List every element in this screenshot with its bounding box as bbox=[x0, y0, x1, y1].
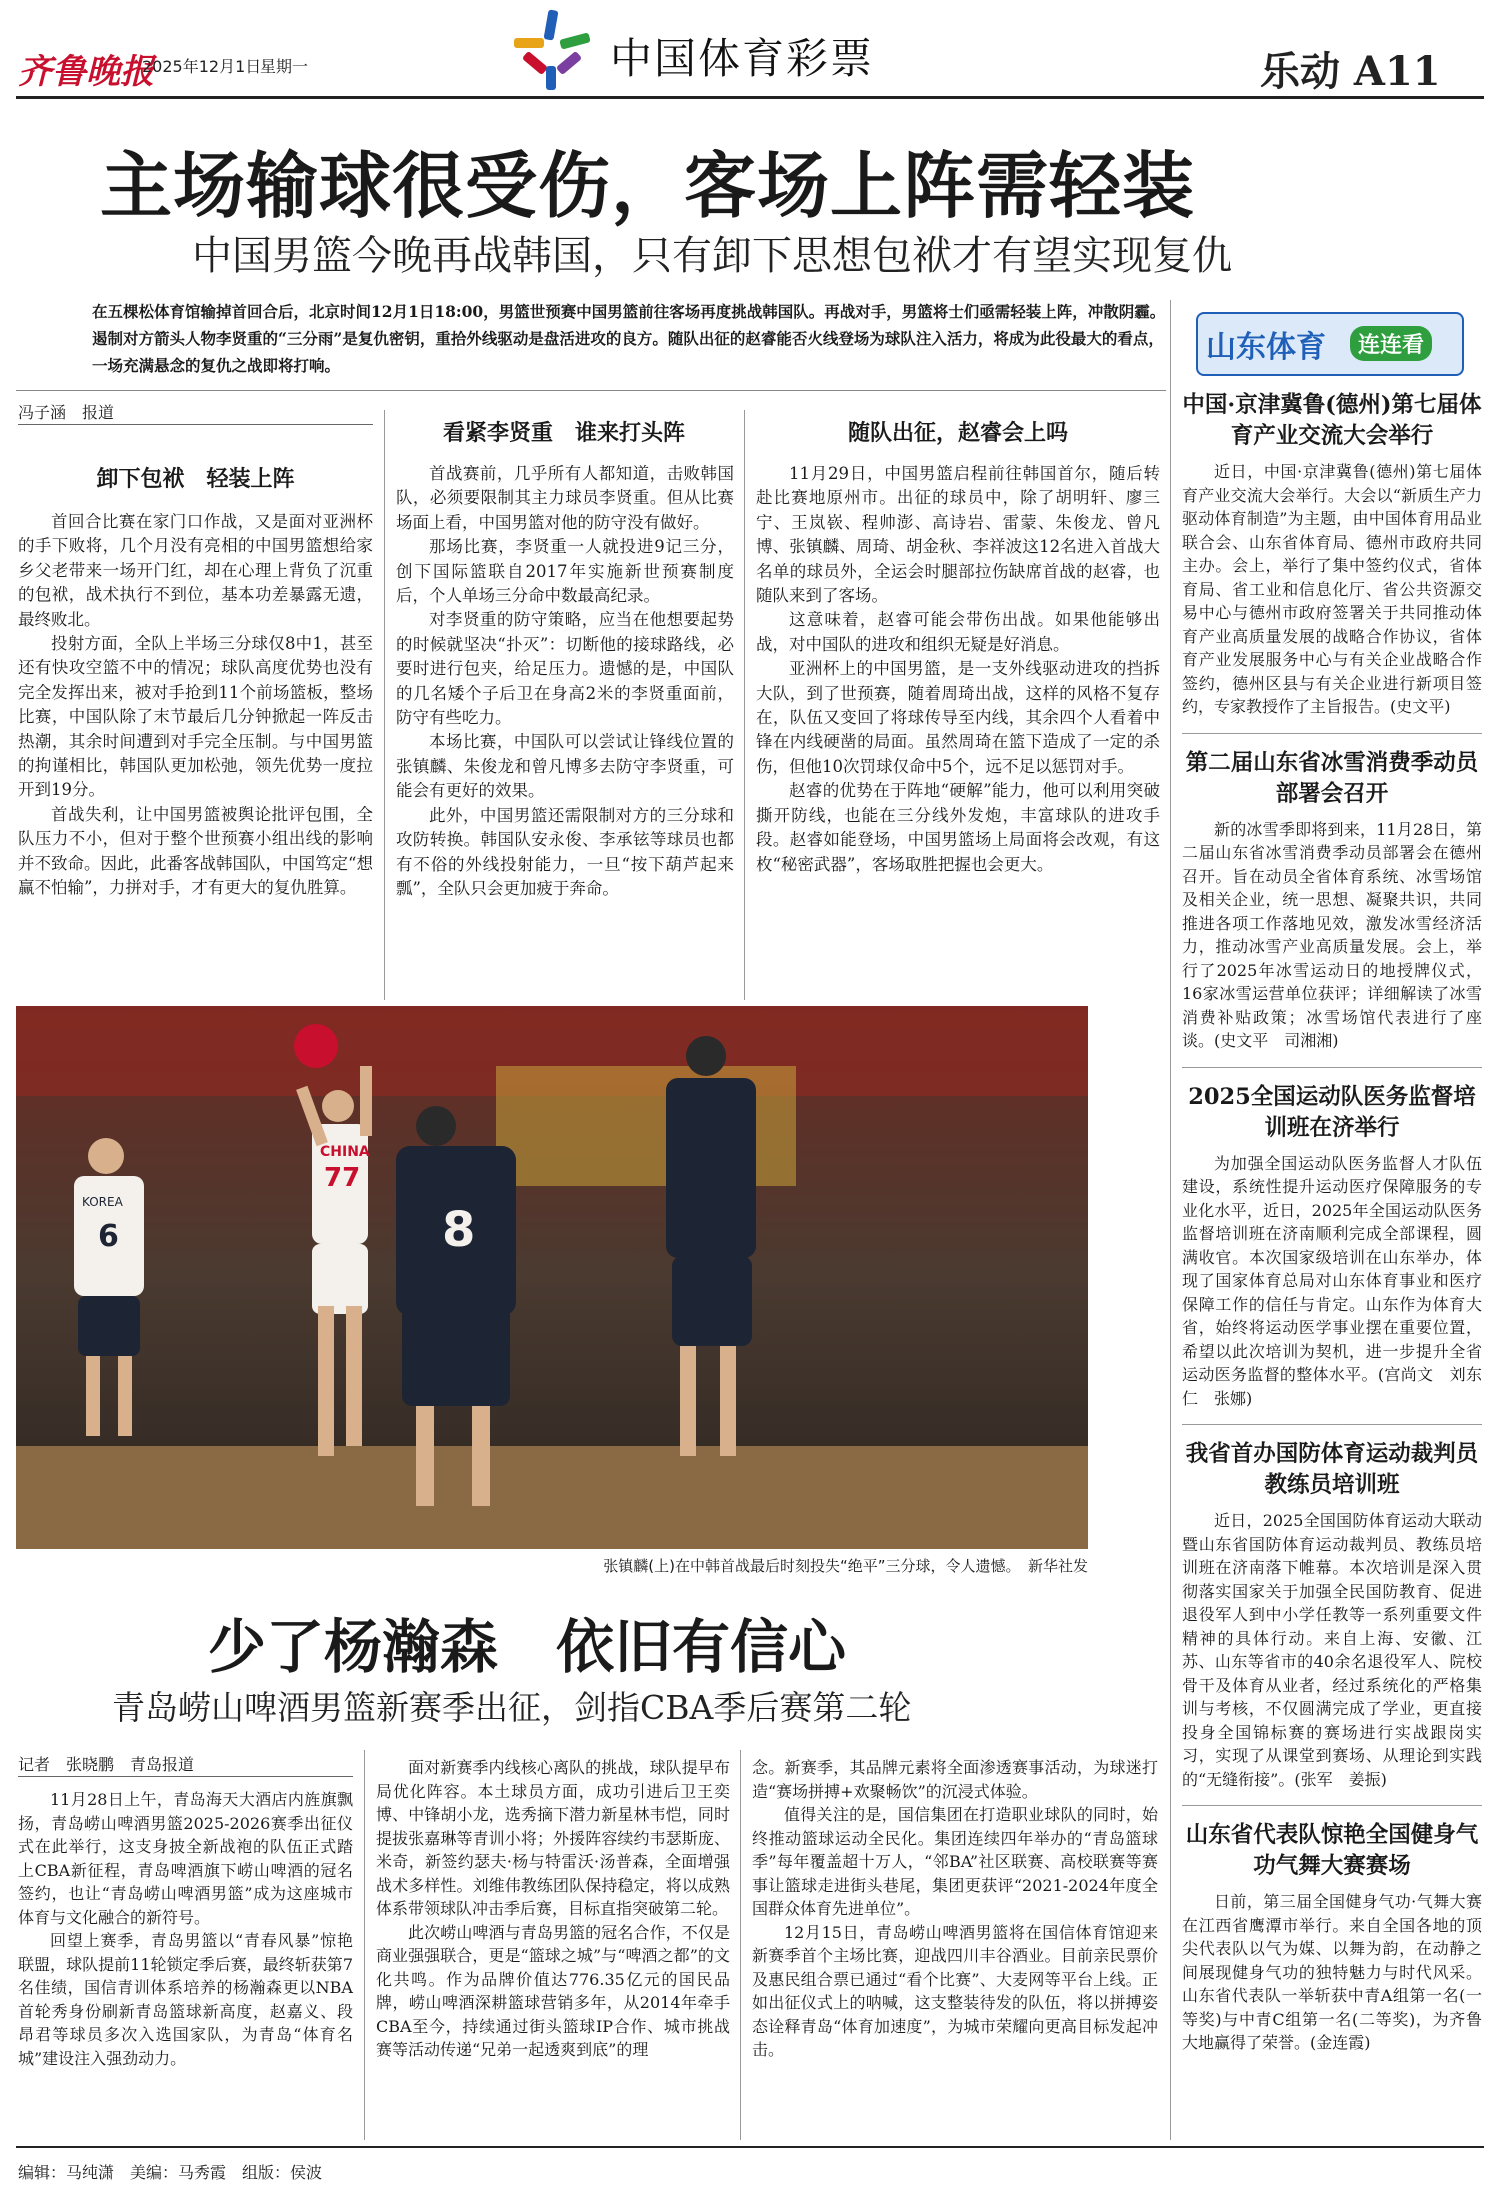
sidebar-separator bbox=[1182, 1424, 1482, 1425]
paragraph: 这意味着，赵睿可能会带伤出战。如果他能够出战，对中国队的进攻和组织无疑是好消息。 bbox=[756, 610, 1160, 654]
sidebar-item-credit: (史文平 司湘湘) bbox=[1214, 1031, 1339, 1050]
sidebar-item-title: 山东省代表队惊艳全国健身气功气舞大赛赛场 bbox=[1185, 1822, 1479, 1879]
footer-rule bbox=[16, 2146, 1484, 2148]
column-divider bbox=[364, 1750, 365, 2140]
sidebar-item-credit: (史文平) bbox=[1390, 697, 1451, 716]
paragraph: 对李贤重的防守策略，应当在他想要起势的时候就坚决“扑灭”：切断他的接球路线，必要时进行包夹，给足压力。遗憾的是，中国队的几名矮个子后卫在身高2米的李贤重面前，防守有些吃力。 bbox=[396, 610, 734, 728]
paragraph: 那场比赛，李贤重一人就投进9记三分，创下国际篮联自2017年实施新世预赛制度后，个人单场三分命中数最高纪录。 bbox=[396, 537, 734, 606]
sidebar-item-credit: (张军 姜振) bbox=[1294, 1769, 1387, 1789]
col2-heading: 看紧李贤重 谁来打头阵 bbox=[442, 420, 685, 446]
sidebar-item-text: 近日，2025全国国防体育运动大联动暨山东省国防体育运动裁判员、教练员培训班在济南落下帷幕。本次培训是深入贯彻落实国家关于加强全民国防教育、促进退役军人到中小学任教等一系列重要文件精神的具体行动。来自上海、安徽、江苏、山东等省市的40余名退役军人、院校骨干及体育从业者，经过系统化的严格集训与考核，不仅圆满完成了学业，更直接投身全国锦标赛的赛场进行实战跟岗实习，实现了从课堂到赛场、从理论到实践的“无缝衔接”。(张军 姜振) bbox=[1182, 1511, 1482, 1789]
paragraph: 念。新赛季，其品牌元素将全面渗透赛事活动，为球迷打造“赛场拼搏+欢聚畅饮”的沉浸式体验。 bbox=[752, 1758, 1158, 1801]
sidebar-item-title: 我省首办国防体育运动裁判员教练员培训班 bbox=[1185, 1441, 1479, 1498]
second-col2 bbox=[376, 1756, 730, 2062]
lead-lede: 在五棵松体育馆输掉首回合后，北京时间12月1日18:00，男篮世预赛中国男篮前往客场再度挑战韩国队。再战对手，男篮将士们亟需轻装上阵，冲散阴霾。遏制对方箭头人物李贤重的“三分雨”是复仇密钥，重拾外线驱动是盘活进攻的良方。随队出征的赵睿能否火线登场为球队注入活力，将成为此役最大的看点，一场充满悬念的复仇之战即将打响。 bbox=[92, 302, 1166, 375]
sidebar-item-title: 中国·京津冀鲁(德州)第七届体育产业交流大会举行 bbox=[1182, 392, 1482, 449]
sponsor-name: 中国体育彩票 bbox=[610, 34, 875, 83]
sidebar-item-text: 日前，第三届全国健身气功·气舞大赛在江西省鹰潭市举行。来自全国各地的顶尖代表队以气为媒、以舞为韵，在动静之间展现健身气功的独特魅力与时代风采。山东省代表队一举斩获中青A组第一名(一等奖)与中青C组第一名(二等奖)，为齐鲁大地赢得了荣誉。(金连霞) bbox=[1182, 1892, 1482, 2052]
issue-weekday: 星期一 bbox=[260, 57, 309, 76]
paragraph: 回望上赛季，青岛男篮以“青春风暴”惊艳联盟，球队提前11轮锁定季后赛，最终斩获第7名佳绩，国信青训体系培养的杨瀚森更以NBA首轮秀身份刷新青岛篮球新高度，赵嘉义、段昂君等球员多次入选国家队，为青岛“体育名城”建设注入强劲动力。 bbox=[18, 1931, 353, 2068]
byline-rule bbox=[18, 424, 373, 425]
sidebar-item-title: 第二届山东省冰雪消费季动员部署会召开 bbox=[1185, 749, 1479, 807]
col3-body bbox=[756, 462, 1160, 877]
sidebar-item-text: 近日，中国·京津冀鲁(德州)第七届体育产业交流大会举行。大会以“新质生产力驱动体育制造”为主题，由中国体育用品业联合会、山东省体育局、德州市政府共同主办。会上，举行了集中签约仪式，省体育局、省工业和信息化厅、省公共资源交易中心与德州市政府签署关于共同推动体育产业高质量发展的战略合作协议，省体育产业发展服务中心与有关企业战略合作签约，德州区县与有关企业进行新项目签约，专家教授作了主旨报告。(史文平) bbox=[1182, 462, 1482, 716]
paragraph: 此次崂山啤酒与青岛男篮的冠名合作，不仅是商业强强联合，更是“篮球之城”与“啤酒之都”的文化共鸣。作为品牌价值达776.35亿元的国民品牌，崂山啤酒深耕篮球营销多年，从2014年牵手CBA至今，持续通过街头篮球IP合作、城市挑战赛等活动传递“兄弟一起透爽到底”的理 bbox=[376, 1922, 730, 2059]
paragraph: 投射方面，全队上半场三分球仅8中1，甚至还有快攻空篮不中的情况；球队高度优势也没有完全发挥出来，被对手抢到11个前场篮板，整场比赛，中国队除了末节最后几分钟掀起一阵反击热潮，其余时间遭到对手完全压制。与中国男篮的拘谨相比，韩国队更加松弛，领先优势一度拉开到19分。 bbox=[18, 634, 373, 800]
paragraph: 亚洲杯上的中国男篮，是一支外线驱动进攻的挡拆大队，到了世预赛，随着周琦出战，这样的风格不复存在，队伍又变回了将球传导至内线，其余四个人看着中锋在内线硬凿的局面。虽然周琦在篮下造成了一定的杀伤，但他10次罚球仅命中5个，远不足以惩罚对手。 bbox=[756, 659, 1160, 776]
column-divider bbox=[384, 410, 385, 1000]
col1-body bbox=[18, 510, 373, 901]
sidebar-banner-title: 山东体育 bbox=[1206, 330, 1326, 365]
col3-heading: 随队出征，赵睿会上吗 bbox=[847, 420, 1068, 446]
lede-rule bbox=[16, 390, 1166, 391]
column-divider bbox=[744, 410, 745, 1000]
sidebar-item-title: 2025全国运动队医务监督培训班在济举行 bbox=[1188, 1083, 1476, 1141]
second-headline: 少了杨瀚森 依旧有信心 bbox=[208, 1613, 847, 1681]
jersey-korea-number: 8 bbox=[442, 1202, 476, 1258]
paragraph: 赵睿的优势在于阵地“硬解”能力，他可以利用突破撕开防线，也能在三分线外发炮，丰富球队的进攻手段。赵睿如能登场，中国男篮场上局面将会改观，有这枚“秘密武器”，客场取胜把握也会更大。 bbox=[756, 781, 1160, 874]
paragraph: 面对新赛季内线核心离队的挑战，球队提早布局优化阵容。本土球员方面，成功引进后卫王奕博、中锋胡小龙，选秀摘下潜力新星林韦恺，同时提拔张嘉琳等青训小将；外援阵容续约韦瑟斯庞、米奇，新签约瑟夫·杨与特雷沃·汤普森，全面增强战术多样性。刘维伟教练团队保持稳定，将以成熟体系带领球队冲击季后赛，目标直指突破第二轮。 bbox=[376, 1758, 730, 1918]
sports-lottery-logo-icon bbox=[508, 8, 594, 94]
sidebar-banner bbox=[1196, 312, 1460, 372]
jersey-korea-text: KOREA bbox=[82, 1195, 123, 1209]
byline-rule bbox=[18, 1776, 353, 1777]
sidebar-separator bbox=[1182, 1805, 1482, 1806]
sidebar-item bbox=[1182, 390, 1482, 719]
basketball-photo bbox=[16, 1006, 1088, 1549]
paragraph: 12月15日，青岛崂山啤酒男篮将在国信体育馆迎来新赛季首个主场比赛，迎战四川丰谷酒业。目前亲民票价及惠民组合票已通过“看个比赛”、大麦网等平台上线。正如出征仪式上的呐喊，这支整装待发的队伍，将以拼搏姿态诠释青岛“体育加速度”，为城市荣耀向更高目标发起冲击。 bbox=[752, 1922, 1158, 2059]
sidebar-items bbox=[1182, 390, 1482, 2055]
sidebar-item-credit: (金连霞) bbox=[1310, 2033, 1371, 2052]
paragraph: 此外，中国男篮还需限制对方的三分球和攻防转换。韩国队安永俊、李承铉等球员也都有不俗的外线投射能力，一旦“按下葫芦起来瓢”，全队只会更加疲于奔命。 bbox=[396, 805, 734, 898]
sidebar-item bbox=[1182, 1439, 1482, 1791]
sidebar-divider bbox=[1170, 300, 1171, 2140]
sidebar-item bbox=[1182, 1820, 1482, 2055]
sidebar-item bbox=[1182, 748, 1482, 1053]
lead-subheadline: 中国男篮今晚再战韩国，只有卸下思想包袱才有望实现复仇 bbox=[192, 233, 1232, 279]
sidebar-item-credit: (宫尚文 刘东仁 张娜) bbox=[1182, 1365, 1482, 1408]
top-rule bbox=[16, 96, 1484, 99]
sidebar-banner-tag: 连连看 bbox=[1350, 326, 1432, 361]
jersey-china-number: 77 bbox=[324, 1163, 361, 1193]
paragraph: 11月29日，中国男篮启程前往韩国首尔，随后转赴比赛地原州市。出征的球员中，除了胡明轩、廖三宁、王岚嵚、程帅澎、高诗岩、雷蒙、朱俊龙、曾凡博、张镇麟、周琦、胡金秋、李祥波这12名进入首战大名单的球员外，全运会时腿部拉伤缺席首战的赵睿，也随队来到了客场。 bbox=[756, 464, 1160, 606]
paper-logo: 齐鲁晚报 bbox=[18, 52, 154, 92]
sidebar-separator bbox=[1182, 733, 1482, 734]
jersey-korea-number-2: 6 bbox=[98, 1219, 119, 1254]
second-subheadline: 青岛崂山啤酒男篮新赛季出征，剑指CBA季后赛第二轮 bbox=[112, 1688, 912, 1727]
paragraph: 值得关注的是，国信集团在打造职业球队的同时，始终推动篮球运动全民化。集团连续四年举办的“青岛篮球季”每年覆盖超十万人，“邻BA”社区联赛、高校联赛等赛事让篮球走进街头巷尾，集团更获评“2021-2024年度全国群众体育先进单位”。 bbox=[752, 1805, 1158, 1918]
sidebar-item-text: 为加强全国运动队医务监督人才队伍建设，系统性提升运动医疗保障服务的专业化水平，近日，2025年全国运动队医务监督培训班在济南顺利完成全部课程，圆满收官。本次国家级培训在山东举办，体现了国家体育总局对山东体育事业和医疗保障工作的信任与肯定。山东作为体育大省，始终将运动医学事业摆在重要位置，希望以此次培训为契机，进一步提升全省运动医务监督的整体水平。(宫尚文 刘东仁 张娜) bbox=[1182, 1153, 1482, 1408]
paragraph: 首战失利，让中国男篮被舆论批评包围，全队压力不小，但对于整个世预赛小组出线的影响并不致命。因此，此番客战韩国队，中国笃定“想赢不怕输”，力拼对手，才有更大的复仇胜算。 bbox=[18, 804, 373, 898]
paragraph: 本场比赛，中国队可以尝试让锋线位置的张镇麟、朱俊龙和曾凡博多去防守李贤重，可能会有更好的效果。 bbox=[396, 732, 734, 801]
paragraph: 11月28日上午，青岛海天大酒店内旌旗飘扬，青岛崂山啤酒男篮2025-2026赛季出征仪式在此举行，这支身披全新战袍的队伍正式踏上CBA新征程，青岛啤酒旗下崂山啤酒的冠名签约，也让“青岛崂山啤酒男篮”成为这座城市体育与文化融合的新符号。 bbox=[18, 1790, 353, 1927]
sidebar-item bbox=[1182, 1082, 1482, 1411]
issue-date: 2025年12月1日 bbox=[142, 57, 262, 76]
second-byline: 记者 张晓鹏 青岛报道 bbox=[18, 1755, 195, 1774]
sidebar-separator bbox=[1182, 1067, 1482, 1068]
lead-headline: 主场输球很受伤，客场上阵需轻装 bbox=[100, 143, 1196, 228]
second-col1 bbox=[18, 1788, 353, 2070]
editor-credits: 编辑：马纯潇 美编：马秀霞 组版：侯波 bbox=[18, 2163, 323, 2182]
lead-byline: 冯子涵 报道 bbox=[18, 403, 115, 422]
photo-caption: 张镇麟(上)在中韩首战最后时刻投失“绝平”三分球，令人遗憾。 新华社发 bbox=[603, 1557, 1088, 1575]
second-col3 bbox=[752, 1756, 1158, 2062]
jersey-china-text: CHINA bbox=[320, 1144, 370, 1160]
sidebar-item-text: 新的冰雪季即将到来，11月28日，第二届山东省冰雪消费季动员部署会在德州召开。旨在动员全省体育系统、冰雪场馆及相关企业，统一思想、凝聚共识，共同推进各项工作落地见效，激发冰雪经济活力，推动冰雪产业高质量发展。会上，举行了2025年冰雪运动日的地授牌仪式，16家冰雪运营单位获评；详细解读了冰雪消费补贴政策；冰雪场馆代表进行了座谈。(史文平 司湘湘) bbox=[1182, 819, 1482, 1050]
section-page-label: 乐动 A11 bbox=[1260, 48, 1441, 95]
paragraph: 首战赛前，几乎所有人都知道，击败韩国队，必须要限制其主力球员李贤重。但从比赛场面上看，中国男篮对他的防守没有做好。 bbox=[396, 464, 734, 532]
column-divider bbox=[740, 1750, 741, 2140]
paragraph: 首回合比赛在家门口作战，又是面对亚洲杯的手下败将，几个月没有亮相的中国男篮想给家乡父老带来一场开门红，却在心理上背负了沉重的包袱，战术执行不到位，基本功差暴露无遗，最终败北。 bbox=[18, 512, 373, 629]
col2-body bbox=[396, 462, 734, 901]
col1-heading: 卸下包袱 轻装上阵 bbox=[96, 466, 295, 492]
